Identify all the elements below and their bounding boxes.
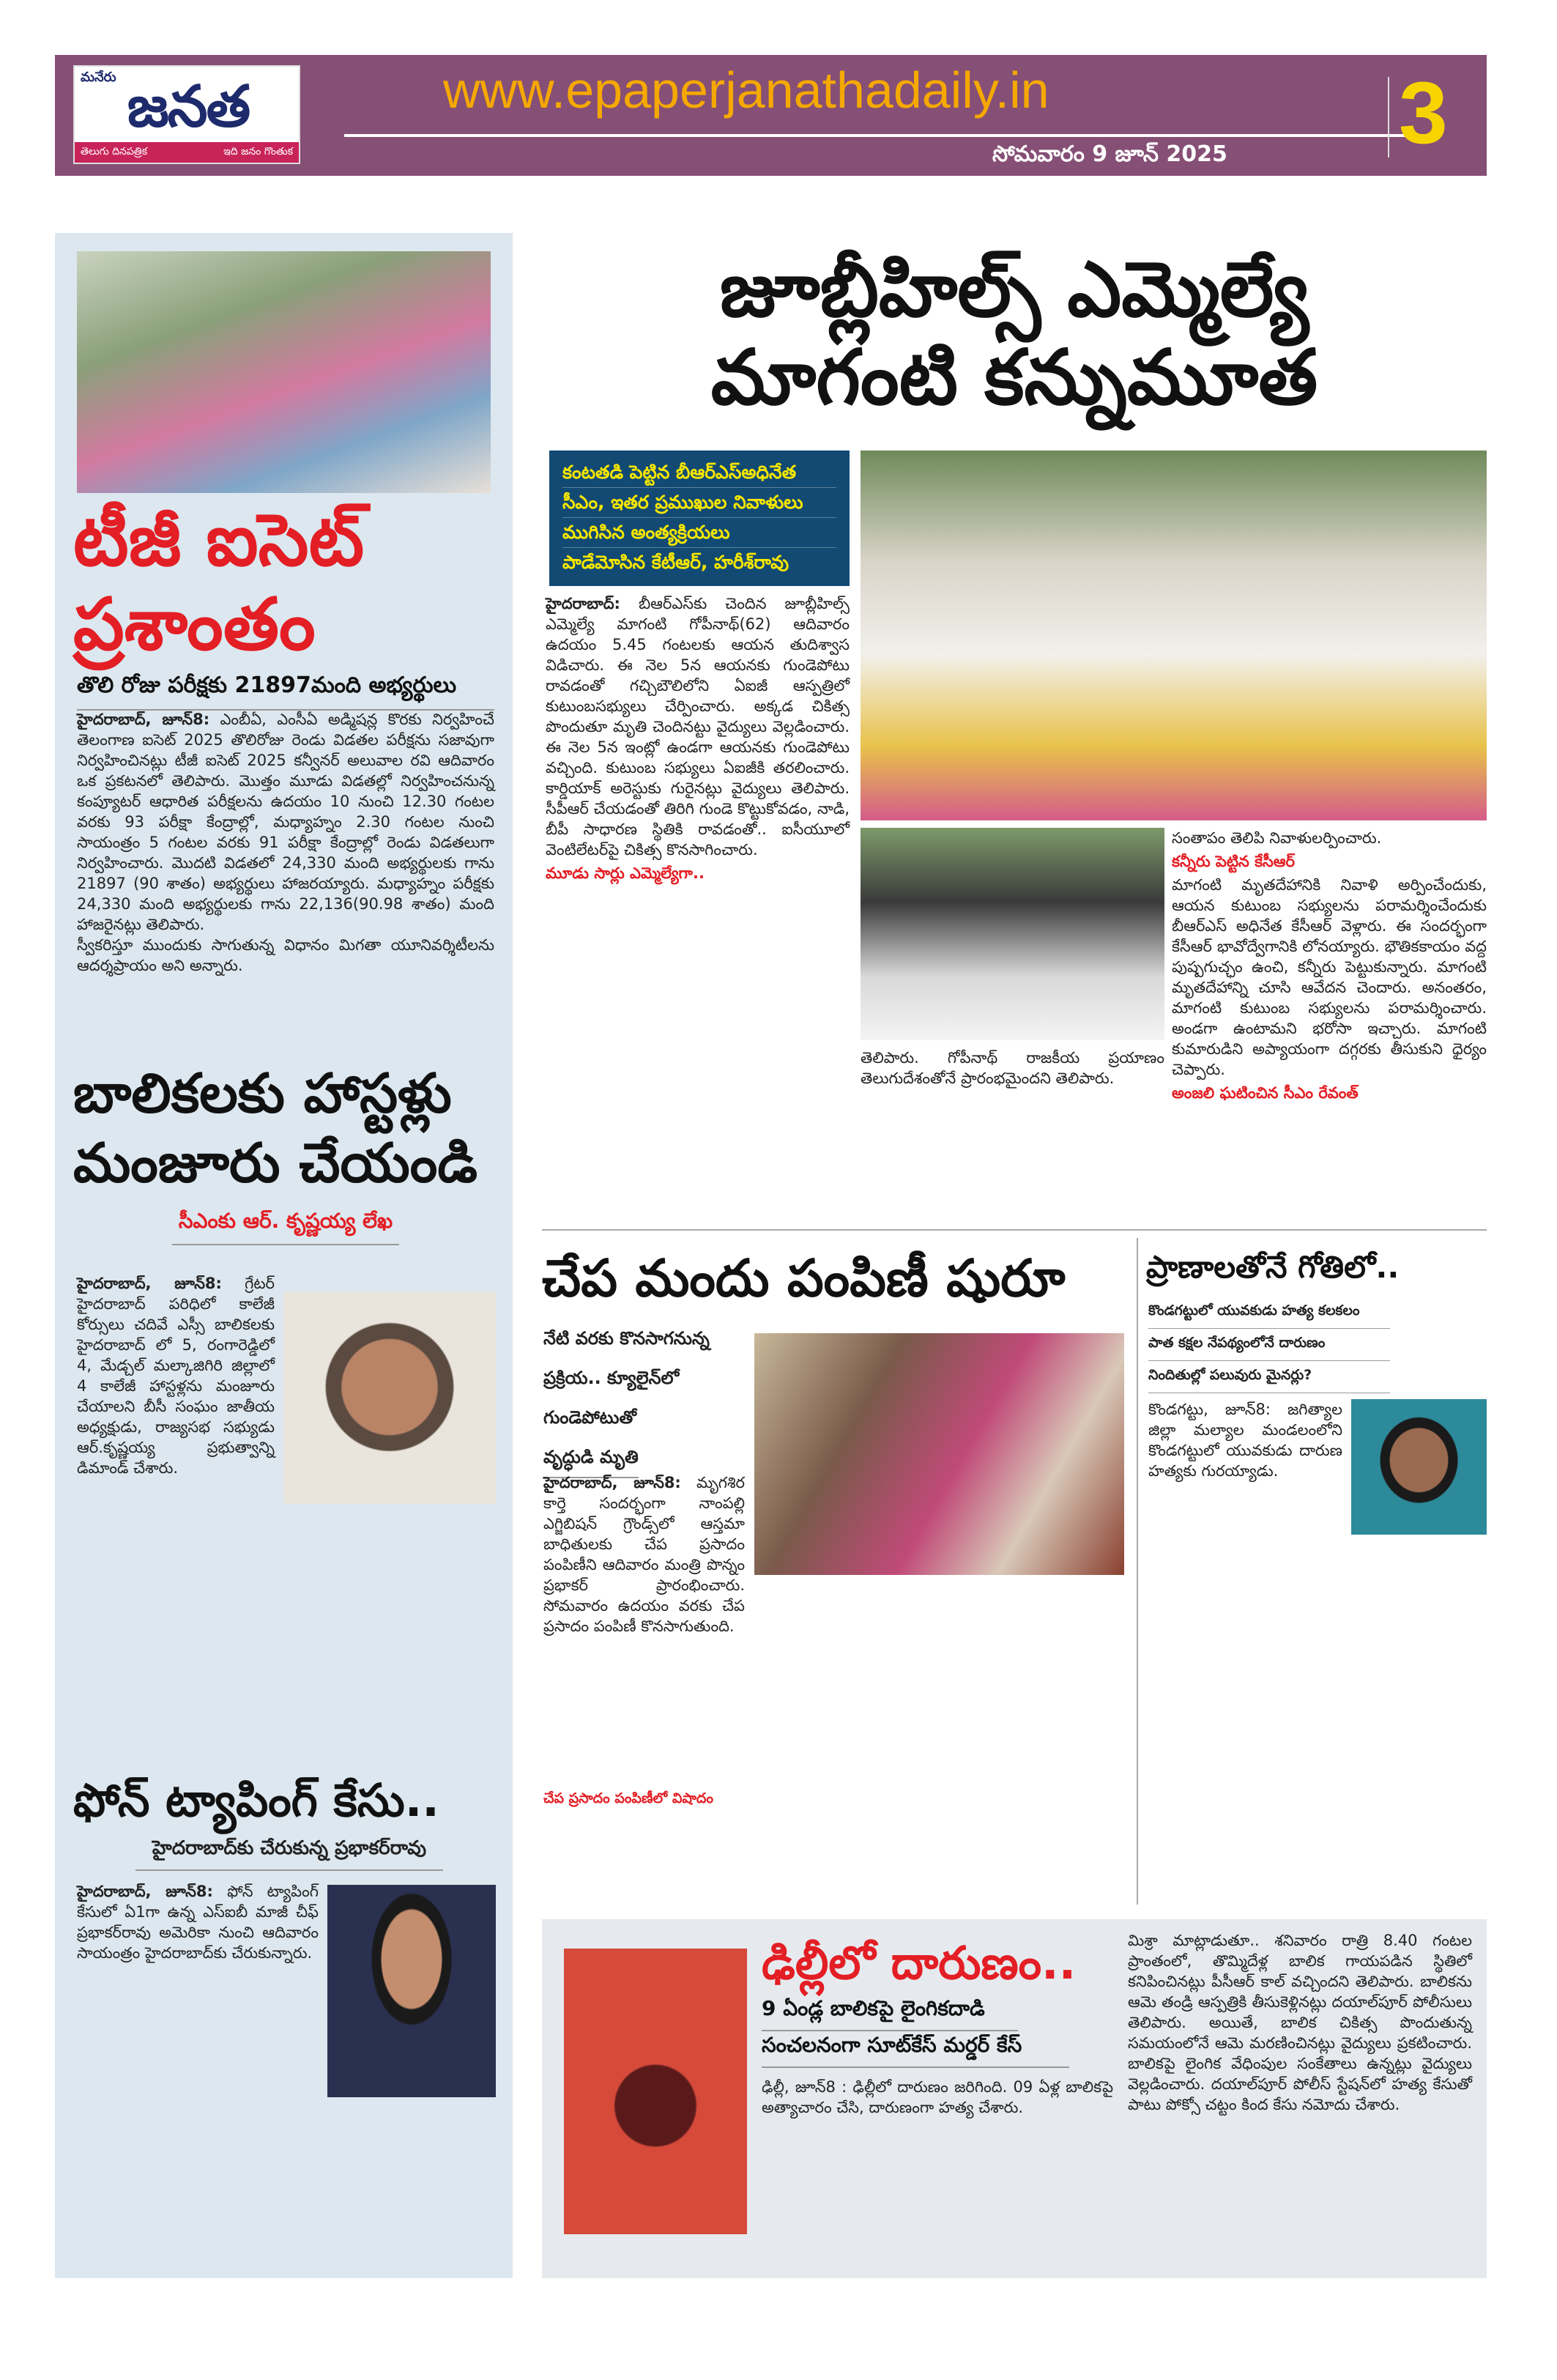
fish-prasadam-photo xyxy=(754,1333,1124,1575)
delhi-subhead-1: 9 ఏండ్ల బాలికపై లైంగికదాడి xyxy=(762,1996,1018,2031)
murder-article-body: కొండగట్టు, జూన్8: జగిత్యాల జిల్లా మల్యాల మండలంలోని కొండగట్టులో యువకుడు దారుణ హత్యకు గురయ్యాడు. xyxy=(1148,1401,1342,1480)
page-number: 3 xyxy=(1399,64,1448,162)
article-text: మృగశిర కార్తె సందర్భంగా నాంపల్లి ఎగ్జిబిషన్ గ్రౌండ్స్‌లో ఆస్తమా బాధితులకు చేప ప్రసాదం పంపిణీని ఆదివారం మంత్రి పొన్నం ప్రభాకర్ ప్రారంభించారు. సోమవారం ఉదయం వరకు చేప ప్రసాదం పంపిణీ కొనసాగుతుంది. xyxy=(543,1474,745,1635)
article-text: ఫోన్ ట్యాపింగ్ కేసులో ఏ1గా ఉన్న ఎస్ఐబీ మాజీ చీఫ్ ప్రభాకర్‌రావు అమెరికా నుంచి ఆదివారం సాయంత్రం హైదరాబాద్‌కు చేరుకున్నారు. xyxy=(77,1883,319,1962)
article-subhead: మూడు సార్లు ఎమ్మెల్యేగా.. xyxy=(546,864,705,882)
delhi-article-body: ఢిల్లీ, జూన్8 : ఢిల్లీలో దారుణం జరిగింది. 09 ఏళ్ల బాలికపై అత్యాచారం చేసి, దారుణంగా హత్య చేశారు. xyxy=(762,2078,1113,2116)
main-article-body-3: తెలిపారు. గోపీనాథ్ రాజకీయ ప్రయాణం తెలుగుదేశంతోనే ప్రారంభమైందని తెలిపారు. xyxy=(861,1049,1164,1087)
icet-headline-1: టీజీ ఐసెట్ xyxy=(73,499,365,582)
header-divider xyxy=(344,134,1428,137)
phone-tapping-headline: ఫోన్ ట్యాపింగ్ కేసు.. xyxy=(73,1773,439,1827)
masthead xyxy=(55,55,1487,176)
icet-article-body xyxy=(77,709,494,976)
website-url[interactable]: www.epaperjanathadaily.in xyxy=(443,62,1049,119)
hostels-headline-2: మంజూరు చేయండి xyxy=(73,1132,477,1195)
side-headline: ప్రక్రియ.. క్యూలైన్‌లో xyxy=(543,1368,680,1388)
subhead: నిందితుల్లో పలువురు మైనర్లు? xyxy=(1148,1361,1390,1393)
side-headline: గుండెపోటుతో xyxy=(543,1407,636,1428)
dateline: హైదరాబాద్: xyxy=(546,595,620,612)
icet-headline-2: ప్రశాంతం xyxy=(73,583,316,667)
hostels-article-body xyxy=(77,1273,275,1478)
main-article-body-1 xyxy=(546,593,850,886)
main-article-body-2 xyxy=(1172,828,1487,1106)
fish-medicine-headline: చేప మందు పంపిణీ షురూ xyxy=(542,1248,1066,1308)
article-text: బీఆర్ఎస్‌కు చెందిన జూబ్లీహిల్స్ ఎమ్మెల్యే మాగంటి గోపీనాథ్(62) ఆదివారం ఉదయం 5.45 గంటలకు ఆయన తుదిశ్వాస విడిచారు. ఈ నెల 5న ఆయనకు గుండెపోటు రావడంతో గచ్చిబౌలిలోని ఏఐజీ ఆస్పత్రిలో కుటుంబసభ్యులు చేర్పించారు. అక్కడ చికిత్స పొందుతూ మృతి చెందినట్టు వైద్యులు వెల్లడించారు. ఈ నెల 5న ఇంట్లో ఉండగా ఆయనకు గుండెపోటు వచ్చింది. కుటుంబ సభ్యులు ఏఐజీకి తరలించారు. కార్డియాక్ అరెస్టుకు గురైనట్లు వైద్యులు తెలిపారు. సీపీఆర్ చేయడంతో తిరిగి గుండె కొట్టుకోవడం, నాడి, బీపీ సాధారణ స్థితికి రావడంతో.. ఐసీయూలో వెంటిలేటర్‌పై చికిత్స కొనసాగించారు. xyxy=(546,595,850,859)
side-headline: వృద్ధుడి మృతి xyxy=(543,1437,639,1478)
article-text: సంతాపం తెలిపి నివాళులర్పించారు. xyxy=(1172,829,1382,847)
icet-students-photo xyxy=(77,251,491,493)
hostels-headline-1: బాలికలకు హాస్టళ్లు xyxy=(73,1062,452,1125)
logo-tag-right: ఇది జనం గొంతుక xyxy=(223,145,293,157)
hostels-subheadline: సీఎంకు ఆర్. కృష్ణయ్య లేఖ xyxy=(172,1209,399,1245)
highlight-item: పాడేమోసిన కేటీఆర్, హరీశ్‌రావు xyxy=(562,552,789,573)
delhi-subhead-2: సంచలనంగా సూట్‌కేస్ మర్డర్ కేస్ xyxy=(762,2033,1069,2068)
main-headline-1: జూబ్లీహిల్స్ ఎమ్మెల్యే xyxy=(719,245,1309,334)
murder-subheads xyxy=(1148,1297,1390,1393)
highlight-item: ముగిసిన అంత్యక్రియలు xyxy=(562,518,836,548)
highlight-item: కంటతడి పెట్టిన బీఆర్ఎస్‌అధినేత xyxy=(562,458,836,488)
section-divider xyxy=(542,1229,1487,1231)
article-text: గ్రేటర్ హైదరాబాద్ పరిధిలో కాలేజీ కోర్సులు చదివే ఎస్సీ బాలికలకు హైదరాబాద్ లో 5, రంగారెడ్డిలో 4, మేడ్చల్ మల్కాజిగిరి జిల్లాలో 4 కాలేజీ హాస్టళ్లను మంజూరు చేయాలని బీసీ సంఘం జాతీయ అధ్యక్షుడు, రాజ్యసభ సభ్యుడు ఆర్.కృష్ణయ్య ప్రభుత్వాన్ని డిమాండ్ చేశారు. xyxy=(77,1275,275,1477)
column-divider xyxy=(1137,1238,1138,1905)
logo-top-text: మనేరు xyxy=(81,70,116,85)
delhi-headline: ఢిల్లీలో దారుణం.. xyxy=(762,1936,1077,1990)
dateline: హైదరాబాద్, జూన్8: xyxy=(543,1474,681,1491)
subhead: పాత కక్షల నేపథ్యంలోనే దారుణం xyxy=(1148,1329,1390,1361)
article-subhead: కన్నీరు పెట్టిన కేసీఆర్ xyxy=(1172,853,1296,870)
krishnaiah-portrait-photo xyxy=(283,1291,496,1504)
icet-subheadline: తొలి రోజు పరీక్షకు 21897మంది అభ్యర్థులు xyxy=(77,672,494,711)
left-column xyxy=(55,233,513,2278)
phone-tapping-article-body xyxy=(77,1881,319,1963)
murder-headline: ప్రాణాలతోనే గోతిలో.. xyxy=(1146,1249,1400,1285)
issue-date: సోమవారం 9 జూన్ 2025 xyxy=(992,141,1227,167)
dateline: హైదరాబాద్, జూన్8: xyxy=(77,711,210,728)
fish-article-body xyxy=(543,1472,745,1636)
logo-tag-left: తెలుగు దినపత్రిక xyxy=(81,145,148,157)
victim-photo xyxy=(1351,1399,1487,1535)
main-headline-2: మాగంటి కన్నుమూత xyxy=(710,333,1318,422)
logo-text: జనత xyxy=(127,74,250,140)
header-vertical-divider xyxy=(1388,77,1389,157)
article-text: స్వీకరిస్తూ ముందుకు సాగుతున్న విధానం మిగతా యూనివర్శిటీలను ఆదర్శప్రాయం అని అన్నారు. xyxy=(77,936,494,974)
fish-side-headlines xyxy=(543,1319,734,1478)
article-text: ఎంబీఏ, ఎంసీఏ అడ్మిషన్ల కొరకు నిర్వహించే తెలంగాణ ఐసెట్ 2025 తొలిరోజు రెండు విడతల పరీక్షను సజావుగా నిర్వహించినట్లు టీజీ ఐసెట్ 2025 కన్వీనర్ అలువాల రవి ఆదివారం ఒక ప్రకటనలో తెలిపారు. మొత్తం మూడు విడతల్లో నిర్వహించనున్న కంప్యూటర్ ఆధారిత పరీక్షలను ఉదయం 10 నుంచి 12.30 గంటల వరకు 93 పరీక్షా కేంద్రాల్లో, మధ్యాహ్నం 2.30 గంటల నుంచి సాయంత్రం 5 గంటల వరకు 91 పరీక్షా కేంద్రాల్లో రెండు విడతలుగా నిర్వహించారు. మొదటి విడతలో 24,330 మంది అభ్యర్థులకు గాను 21897 (90 శాతం) అభ్యర్థులు హాజరయ్యారు. మధ్యాహ్నం పరీక్షకు 24,330 మంది అభ్యర్థులకు గాను 22,136(90.98 శాతం) మంది హాజరైనట్లు తెలిపారు. xyxy=(77,711,495,933)
subhead: కొండగట్టులో యువకుడు హత్య కలకలం xyxy=(1148,1297,1390,1329)
article-subhead: అంజలి ఘటించిన సీఎం రేవంత్ xyxy=(1172,1084,1359,1102)
delhi-story-box xyxy=(542,1919,1487,2278)
highlight-item: సీఎం, ఇతర ప్రముఖుల నివాళులు xyxy=(562,488,836,518)
funeral-procession-photo xyxy=(861,828,1164,1040)
prabhakar-rao-photo xyxy=(327,1885,496,2097)
dateline: హైదరాబాద్, జూన్8: xyxy=(77,1275,222,1292)
phone-tapping-subheadline: హైదరాబాద్‌కు చేరుకున్న ప్రభాకర్‌రావు xyxy=(135,1837,443,1871)
janatha-logo xyxy=(73,65,300,164)
side-headline: నేటి వరకు కొనసాగనున్న xyxy=(543,1328,710,1349)
fish-subhead: చేప ప్రసాదం పంపిణీలో విషాదం xyxy=(543,1790,713,1806)
highlights-box xyxy=(549,451,850,586)
delhi-article-body-continued: మిశ్రా మాట్లాడుతూ.. శనివారం రాత్రి 8.40 గంటల ప్రాంతంలో, తొమ్మిదేళ్ల బాలిక గాయపడిన స్థితిలో కనిపించినట్లు పీసీఆర్ కాల్ వచ్చిందని తెలిపారు. బాలికను ఆమె తండ్రి ఆస్పత్రికి తీసుకెళ్లినట్లు దయాల్‌పూర్ పోలీసులు తెలిపారు. అయితే, బాలిక చికిత్స పొందుతున్న సమయంలోనే ఆమె మరణించినట్లు వైద్యులు ప్రకటించారు. బాలికపై లైంగిక వేధింపుల సంకేతాలు ఉన్నట్లు వైద్యులు వెల్లడించారు. దయాల్‌పూర్ పోలీస్ స్టేషన్‌లో హత్య కేసుతో పాటు పోక్సో చట్టం కింద కేసు నమోదు చేశారు. xyxy=(1128,1932,1472,2113)
dateline: హైదరాబాద్, జూన్8: xyxy=(77,1883,213,1900)
crime-illustration xyxy=(564,1949,747,2234)
article-text: మాగంటి మృతదేహానికి నివాళి అర్పించేందుకు, ఆయన కుటుంబ సభ్యులను పరామర్శించేందుకు బీఆర్ఎస్ అధినేత కేసీఆర్ వెళ్లారు. ఈ సందర్భంగా కేసీఆర్ భావోద్వేగానికి లోనయ్యారు. భౌతికకాయం వద్ద పుష్పగుచ్ఛం ఉంచి, కన్నీరు పెట్టుకున్నారు. మాగంటి మృతదేహాన్ని చూసి ఆవేదన చెందారు. అనంతరం, మాగంటి కుటుంబ సభ్యులను పరామర్శించారు. అండగా ఉంటామని భరోసా ఇచ్చారు. మాగంటి కుమారుడిని అప్యాయంగా దగ్గరకు తీసుకుని ధైర్యం చెప్పారు. xyxy=(1172,876,1487,1078)
funeral-tribute-photo xyxy=(861,451,1487,820)
